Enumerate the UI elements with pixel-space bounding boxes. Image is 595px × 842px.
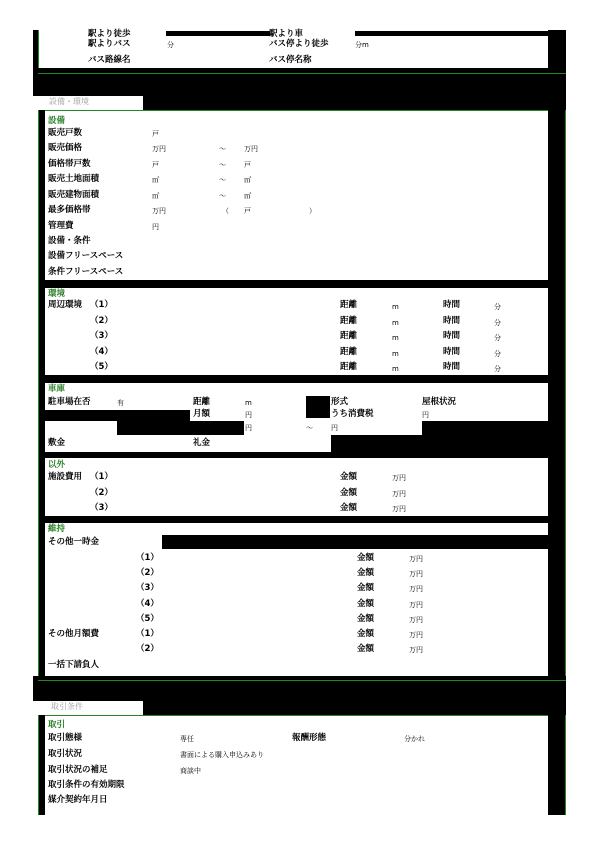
other-fees-amount-label: 金額 xyxy=(340,472,358,482)
equipment-heading: 設備 xyxy=(48,116,66,126)
section-divider-other-fees xyxy=(45,516,548,523)
equipment-label: 価格帯戸数 xyxy=(48,159,91,169)
lump-row-index: （4） xyxy=(136,599,159,609)
other-fees-label: 施設費用 xyxy=(48,472,83,482)
environment-distance-unit: m xyxy=(392,319,399,327)
equipment-label: 最多価格帯 xyxy=(48,205,91,215)
equipment-value: ㎡ xyxy=(152,176,159,184)
deposit-label: 敷金 xyxy=(48,438,66,448)
environment-distance-unit: m xyxy=(392,334,399,342)
other-fees-amount-label: 金額 xyxy=(340,488,358,498)
equipment-label: 設備フリースペース xyxy=(48,251,124,261)
equipment-label: 設備・条件 xyxy=(48,236,91,246)
monthly-amount-label: 金額 xyxy=(357,629,375,639)
transaction-label: 媒介契約年月日 xyxy=(48,795,108,805)
garage-range-from: 円 xyxy=(245,424,252,432)
garage-form-label: 形式 xyxy=(331,397,349,407)
environment-row-index: （5） xyxy=(90,362,113,372)
other-fees-row-index: （2） xyxy=(90,488,113,498)
bus-label: 駅よりバス xyxy=(88,39,131,49)
equipment-value-2: 戸 xyxy=(244,161,251,169)
environment-time-label: 時間 xyxy=(443,347,461,357)
environment-row-index: （4） xyxy=(90,347,113,357)
garage-tax-label: うち消費税 xyxy=(331,409,374,419)
lump-unit: 万円 xyxy=(409,555,423,563)
equipment-value: 万円 xyxy=(152,207,166,215)
equipment-paren-open: （ xyxy=(222,207,229,215)
garage-black-cell-2 xyxy=(39,410,190,421)
access-black-bar-2 xyxy=(355,31,548,36)
route-label: バス路線名 xyxy=(88,55,131,65)
environment-time-label: 時間 xyxy=(443,331,461,341)
reward-value: 分かれ xyxy=(404,735,425,743)
other-fees-row-index: （1） xyxy=(90,472,113,482)
equipment-value: 万円 xyxy=(152,145,166,153)
bus-walk-unit: 分m xyxy=(355,41,369,49)
equipment-tilde: ～ xyxy=(219,176,226,184)
lump-row-index: （1） xyxy=(136,553,159,563)
lump-unit: 万円 xyxy=(409,616,423,624)
transaction-label: 取引態様 xyxy=(48,733,83,743)
environment-time-label: 時間 xyxy=(443,362,461,372)
facility-tab[interactable]: 設備・環境 xyxy=(33,96,143,110)
environment-distance-label: 距離 xyxy=(340,347,358,357)
lump-row-index: （5） xyxy=(136,614,159,624)
transaction-label: 取引状況 xyxy=(48,749,83,759)
equipment-label: 条件フリースペース xyxy=(48,267,124,277)
stop-label: バス停名称 xyxy=(269,55,312,65)
garage-monthly-unit: 円 xyxy=(245,411,252,419)
terms-frame-top xyxy=(38,715,566,716)
lump-sum-black-bar xyxy=(162,535,548,549)
terms-frame-right-black xyxy=(548,715,565,815)
equipment-value-2: ㎡ xyxy=(244,192,251,200)
lump-unit: 万円 xyxy=(409,570,423,578)
section-divider-environment xyxy=(45,375,548,383)
garage-distance-unit: m xyxy=(245,399,252,407)
lump-sum-label: その他一時金 xyxy=(48,537,100,547)
contractor-label: 一括下請負人 xyxy=(48,660,100,670)
separator-green-line-1 xyxy=(38,73,566,74)
equipment-value: 戸 xyxy=(152,130,159,138)
parking-value: 有 xyxy=(117,399,124,407)
other-fees-unit: 万円 xyxy=(392,490,406,498)
walk-label: 駅より徒歩 xyxy=(88,29,131,39)
facility-frame-right xyxy=(565,110,566,680)
monthly-row-index: （2） xyxy=(136,644,159,654)
garage-range-to: 円 xyxy=(331,424,338,432)
equipment-label: 管理費 xyxy=(48,221,74,231)
other-fees-unit: 万円 xyxy=(392,505,406,513)
maintenance-heading: 維持 xyxy=(48,524,66,534)
facility-frame-left-black xyxy=(39,110,45,680)
section-divider-equipment xyxy=(45,280,548,288)
environment-time-label: 時間 xyxy=(443,300,461,310)
environment-distance-unit: m xyxy=(392,303,399,311)
environment-time-unit: 分 xyxy=(494,303,501,311)
lump-amount-label: 金額 xyxy=(357,568,375,578)
garage-range-tilde: ～ xyxy=(306,424,313,432)
environment-time-unit: 分 xyxy=(494,319,501,327)
reward-label: 報酬形態 xyxy=(292,733,327,743)
lump-unit: 万円 xyxy=(409,585,423,593)
transaction-value: 専任 xyxy=(180,735,194,743)
garage-tax-unit: 円 xyxy=(422,411,429,419)
environment-distance-unit: m xyxy=(392,350,399,358)
environment-row-index: （1） xyxy=(90,300,113,310)
key-money-label: 礼金 xyxy=(193,438,211,448)
garage-black-cell-1 xyxy=(306,396,330,418)
other-fees-row-index: （3） xyxy=(90,503,113,513)
equipment-tilde: ～ xyxy=(219,192,226,200)
equipment-label: 販売建物面積 xyxy=(48,190,100,200)
separator-green-line-2 xyxy=(38,680,566,681)
garage-heading: 車庫 xyxy=(48,384,66,394)
transaction-label: 取引条件の有効期限 xyxy=(48,780,125,790)
environment-time-unit: 分 xyxy=(494,350,501,358)
environment-label: 周辺環境 xyxy=(48,300,83,310)
garage-roof-label: 屋根状況 xyxy=(422,397,457,407)
other-fees-unit: 万円 xyxy=(392,474,406,482)
environment-distance-label: 距離 xyxy=(340,362,358,372)
terms-frame-left-black xyxy=(39,715,45,815)
equipment-value: 円 xyxy=(152,223,159,231)
lump-amount-label: 金額 xyxy=(357,553,375,563)
equipment-value-2: 万円 xyxy=(244,145,258,153)
garage-monthly-label: 月額 xyxy=(193,409,211,419)
environment-row-index: （2） xyxy=(90,316,113,326)
garage-black-cell-5 xyxy=(331,435,548,452)
environment-time-unit: 分 xyxy=(494,365,501,373)
monthly-fee-label: その他月額費 xyxy=(48,629,100,639)
equipment-paren-close: ） xyxy=(309,207,316,215)
car-label: 駅より車 xyxy=(269,29,304,39)
terms-tab[interactable]: 取引条件 xyxy=(33,701,143,715)
parking-label: 駐車場在否 xyxy=(48,397,91,407)
other-fees-amount-label: 金額 xyxy=(340,503,358,513)
equipment-label: 販売土地面積 xyxy=(48,174,100,184)
monthly-unit: 万円 xyxy=(409,646,423,654)
equipment-value: 戸 xyxy=(152,161,159,169)
environment-row-index: （3） xyxy=(90,331,113,341)
equipment-tilde: ～ xyxy=(219,161,226,169)
bus-walk-label: バス停より徒歩 xyxy=(269,39,329,49)
lump-row-index: （2） xyxy=(136,568,159,578)
lump-amount-label: 金額 xyxy=(357,583,375,593)
access-black-bar-1 xyxy=(166,31,270,36)
garage-distance-label: 距離 xyxy=(193,397,211,407)
environment-time-unit: 分 xyxy=(494,334,501,342)
environment-heading: 環境 xyxy=(48,289,66,299)
equipment-tilde: ～ xyxy=(219,145,226,153)
transaction-label: 取引状況の補足 xyxy=(48,765,108,775)
transaction-value: 商談中 xyxy=(180,767,201,775)
environment-distance-label: 距離 xyxy=(340,316,358,326)
environment-distance-label: 距離 xyxy=(340,300,358,310)
transaction-value: 書面による購入申込みあり xyxy=(180,751,264,759)
bus-unit: 分 xyxy=(167,41,174,49)
equipment-value-2: ㎡ xyxy=(244,176,251,184)
garage-black-cell-3 xyxy=(117,421,244,435)
lump-row-index: （3） xyxy=(136,583,159,593)
lump-amount-label: 金額 xyxy=(357,599,375,609)
monthly-row-index: （1） xyxy=(136,629,159,639)
other-fees-heading: 以外 xyxy=(48,460,66,470)
monthly-amount-label: 金額 xyxy=(357,644,375,654)
environment-time-label: 時間 xyxy=(443,316,461,326)
top-block-green-frame-left xyxy=(38,30,39,72)
equipment-label: 販売戸数 xyxy=(48,128,83,138)
transaction-heading: 取引 xyxy=(48,720,66,730)
lump-unit: 万円 xyxy=(409,601,423,609)
environment-distance-label: 距離 xyxy=(340,331,358,341)
facility-frame-top xyxy=(38,110,566,111)
facility-frame-right-black xyxy=(548,110,565,680)
terms-frame-right xyxy=(565,715,566,815)
monthly-unit: 万円 xyxy=(409,631,423,639)
equipment-value: ㎡ xyxy=(152,192,159,200)
lump-amount-label: 金額 xyxy=(357,614,375,624)
right-black-border xyxy=(548,30,566,72)
environment-distance-unit: m xyxy=(392,365,399,373)
garage-black-cell-4 xyxy=(422,421,548,435)
section-divider-garage xyxy=(45,452,548,458)
equipment-label: 販売価格 xyxy=(48,143,83,153)
equipment-value-2: 戸 xyxy=(244,207,251,215)
